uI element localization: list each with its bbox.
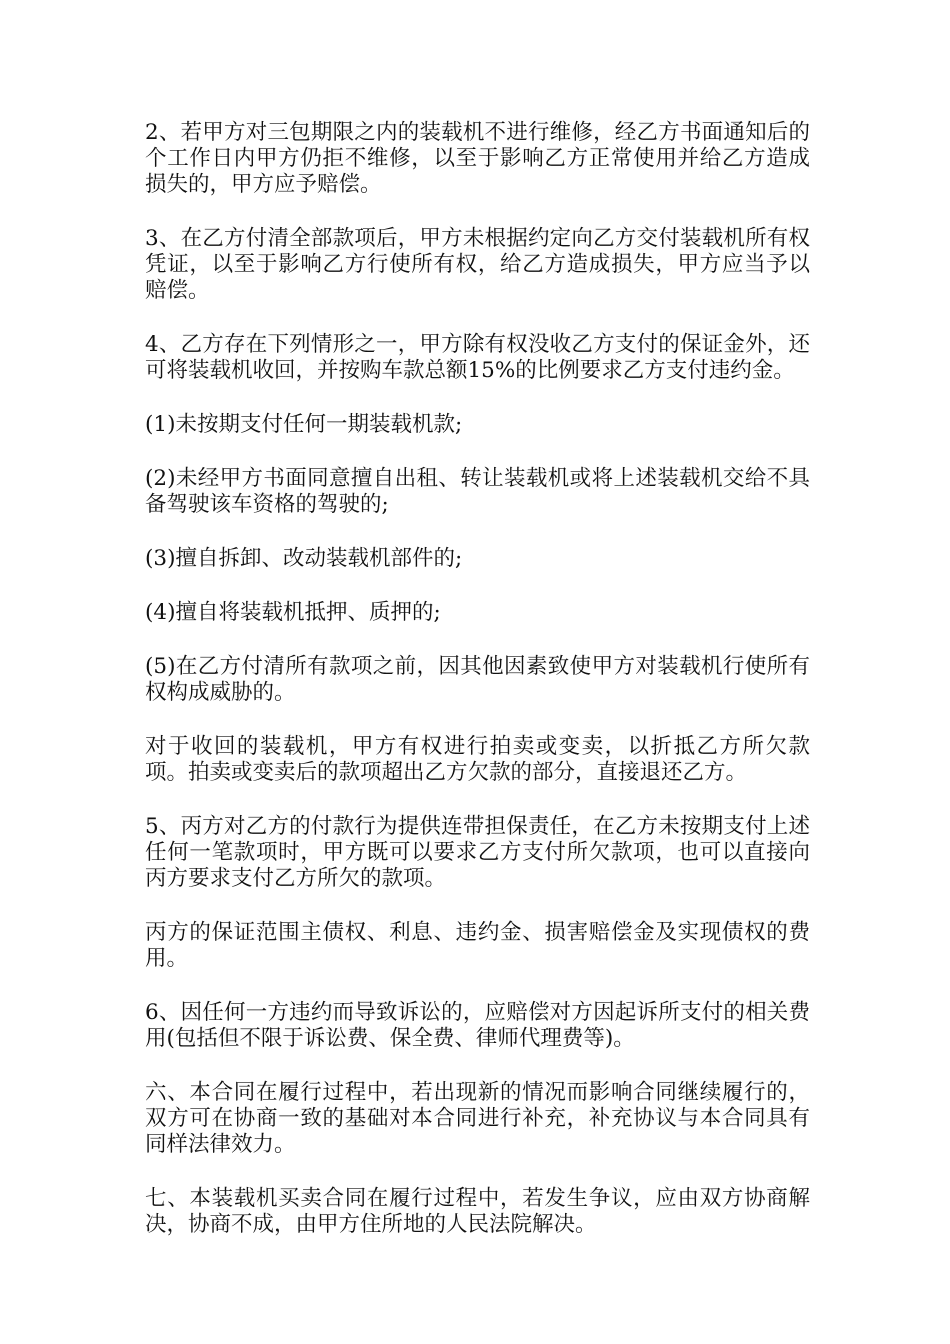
article-6-paragraph: 六、本合同在履行过程中，若出现新的情况而影响合同继续履行的，双方可在协商一致的基础对本合同进行补充，补充协议与本合同具有同样法律效力。 [145, 1080, 810, 1157]
guarantee-scope-paragraph: 丙方的保证范围主债权、利息、违约金、损害赔偿金及实现债权的费用。 [145, 920, 810, 971]
clause-5-paragraph: 5、丙方对乙方的付款行为提供连带担保责任，在乙方未按期支付上述任何一笔款项时，甲方既可以要求乙方支付所欠款项，也可以直接向丙方要求支付乙方所欠的款项。 [145, 814, 810, 891]
document-body [145, 120, 817, 1266]
sub-item-5: (5)在乙方付清所有款项之前，因其他因素致使甲方对装载机行使所有权构成威胁的。 [145, 654, 810, 705]
clause-2-paragraph: 2、若甲方对三包期限之内的装载机不进行维修，经乙方书面通知后的 个工作日内甲方仍拒不维修，以至于影响乙方正常使用并给乙方造成损失的，甲方应予赔偿。 [145, 120, 817, 197]
clause-3-paragraph: 3、在乙方付清全部款项后，甲方未根据约定向乙方交付装载机所有权凭证，以至于影响乙方行使所有权，给乙方造成损失，甲方应当予以赔偿。 [145, 226, 810, 303]
sub-item-3: (3)擅自拆卸、改动装载机部件的; [145, 546, 463, 571]
clause-6-paragraph: 6、因任何一方违约而导致诉讼的，应赔偿对方因起诉所支付的相关费用(包括但不限于诉讼费、保全费、律师代理费等)。 [145, 1000, 810, 1051]
clause-4-paragraph: 4、乙方存在下列情形之一，甲方除有权没收乙方支付的保证金外，还可将装载机收回，并按购车款总额15%的比例要求乙方支付违约金。 [145, 332, 810, 383]
sub-item-4: (4)擅自将装载机抵押、质押的; [145, 600, 441, 625]
repossession-paragraph: 对于收回的装载机，甲方有权进行拍卖或变卖，以折抵乙方所欠款项。拍卖或变卖后的款项超出乙方欠款的部分，直接退还乙方。 [145, 734, 810, 785]
sub-item-1: (1)未按期支付任何一期装载机款; [145, 412, 463, 437]
article-7-paragraph: 七、本装载机买卖合同在履行过程中，若发生争议，应由双方协商解决，协商不成，由甲方住所地的人民法院解决。 [145, 1186, 810, 1237]
sub-item-2: (2)未经甲方书面同意擅自出租、转让装载机或将上述装载机交给不具备驾驶该车资格的驾驶的; [145, 466, 810, 517]
